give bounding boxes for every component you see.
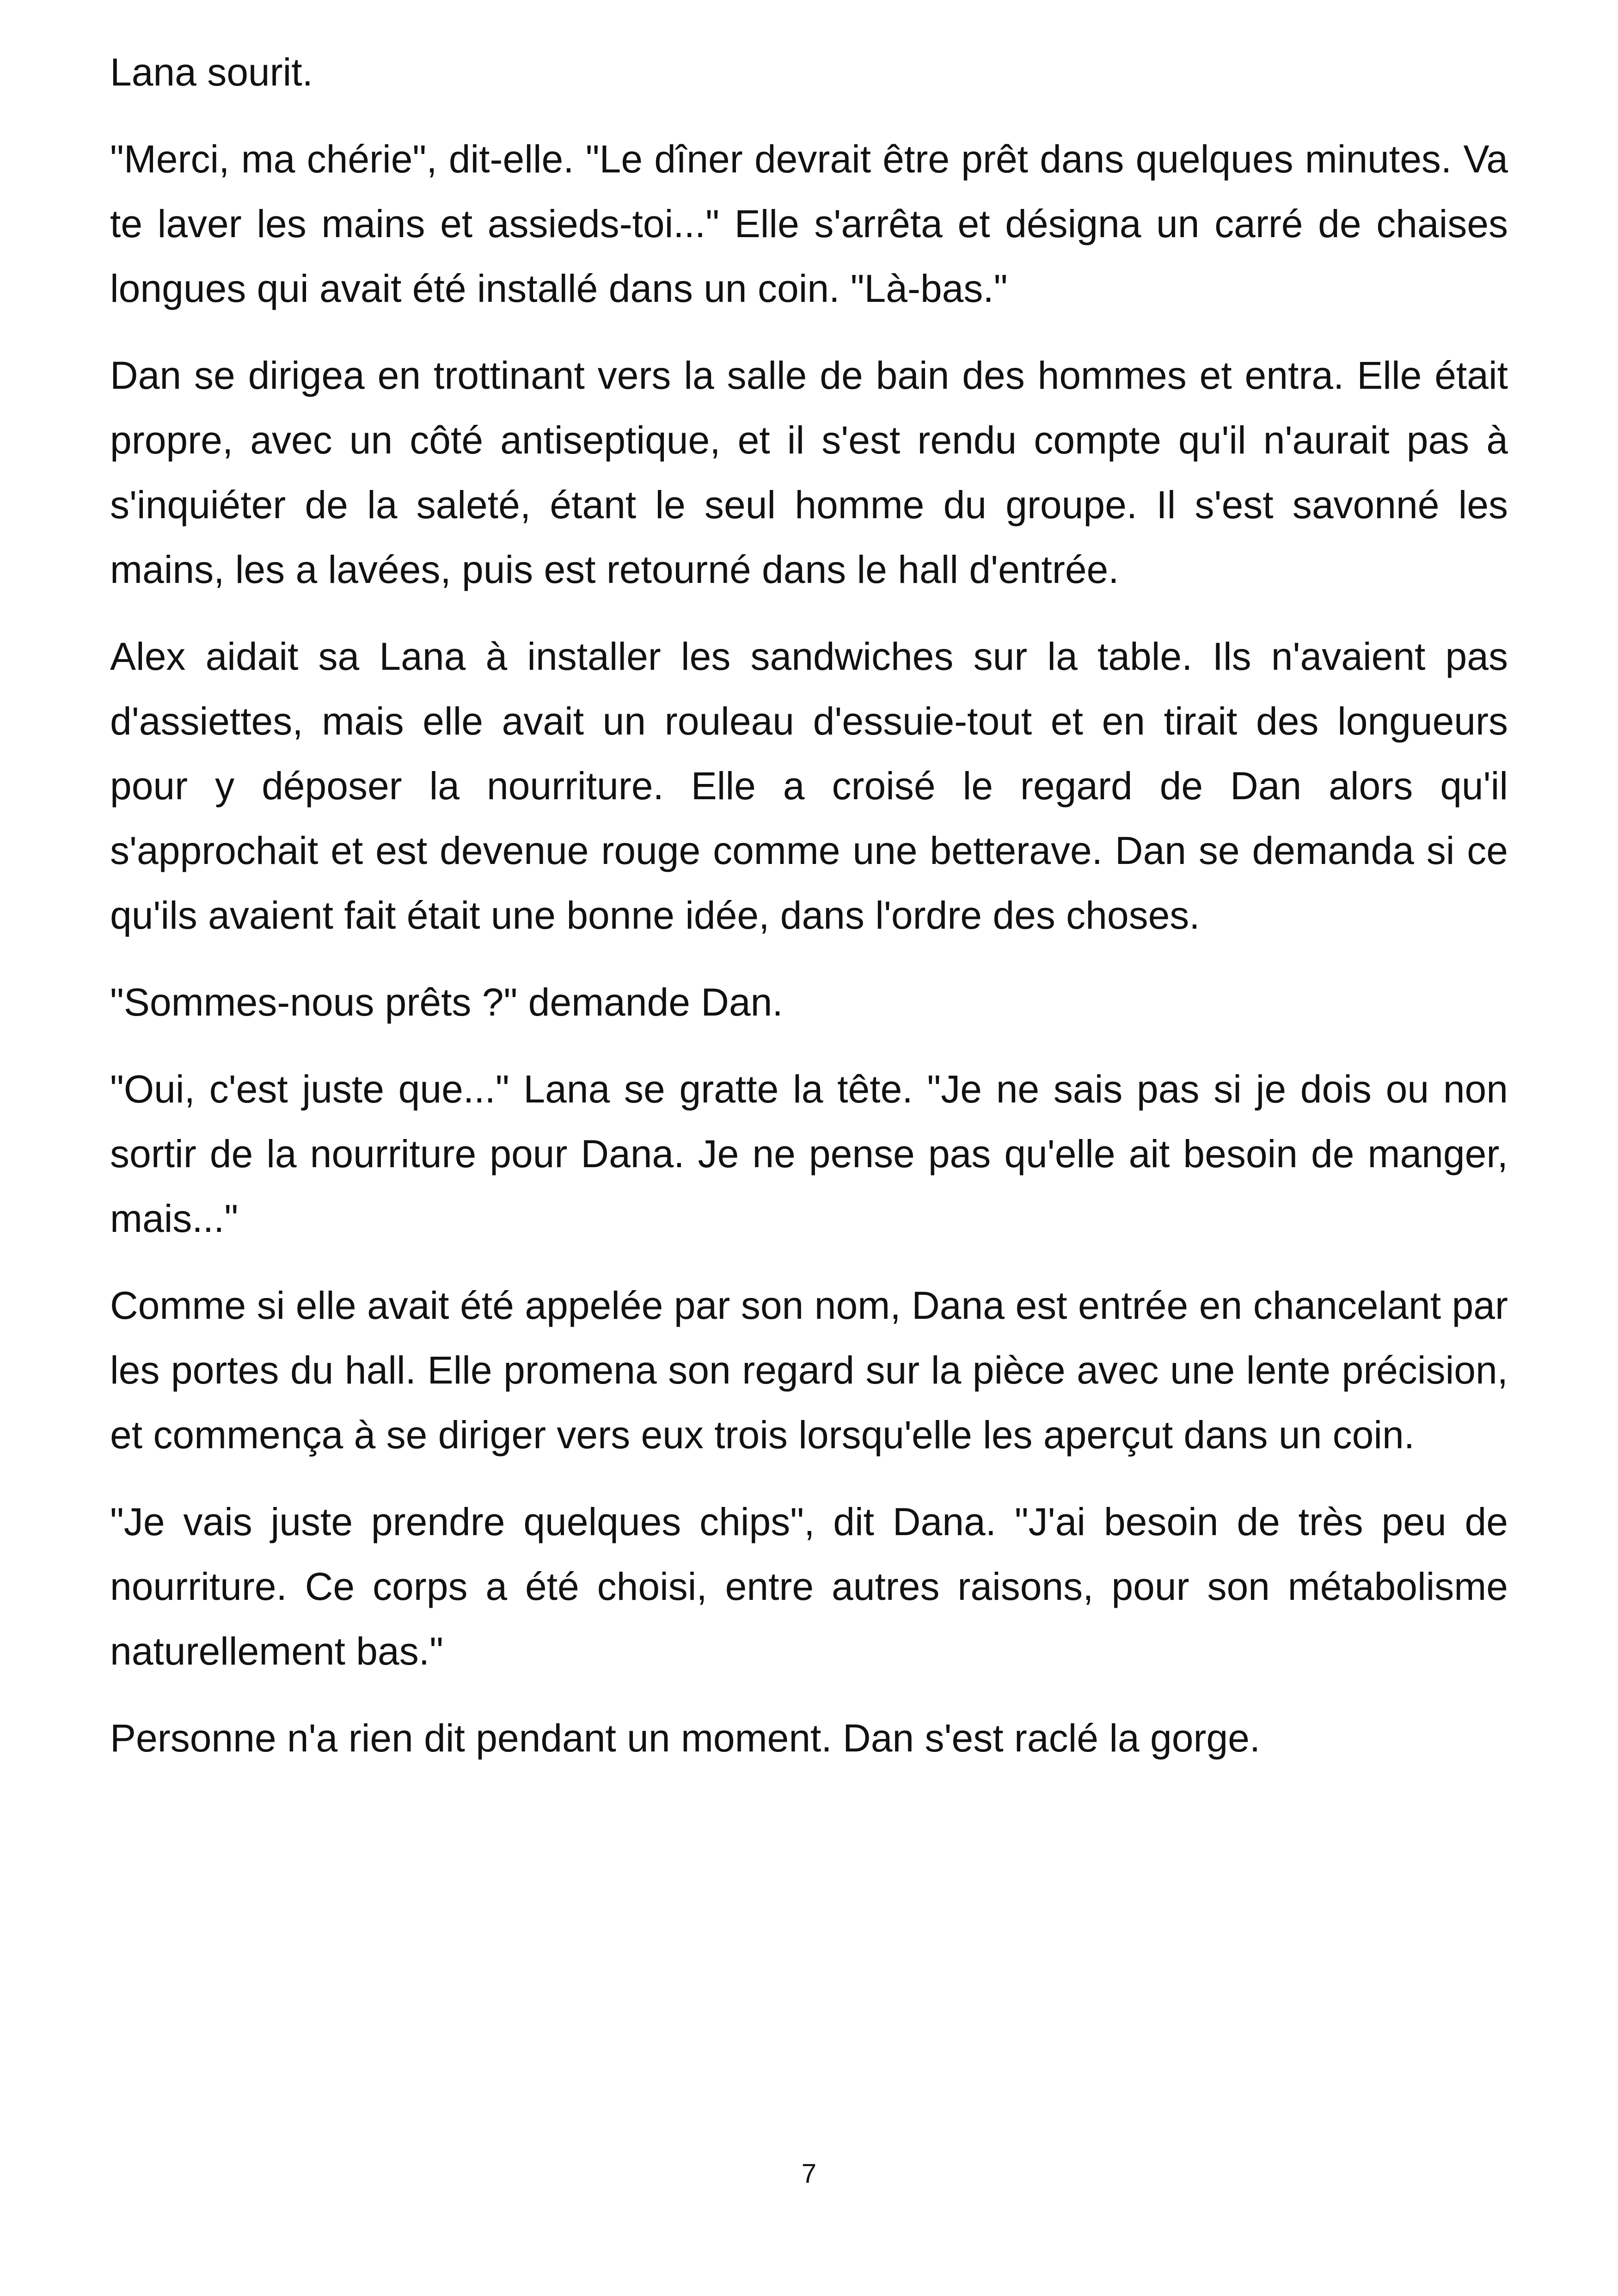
paragraph-1: Lana sourit. [110, 50, 313, 94]
paragraph-3: Dan se dirigea en trottinant vers la salle de bain des hommes et entra. Elle était propre, avec un côté antiseptique, et il s'est rendu compte qu'il n'aurait pas à s'inquiéter de la saleté, étant le seul homme du groupe. Il s'est savonné les mains, les a lavées, puis est retourné dans le hall d'entrée. [110, 354, 1508, 591]
paragraph-8: "Je vais juste prendre quelques chips", dit Dana. "J'ai besoin de très peu de nourriture. Ce corps a été choisi, entre autres raisons, pour son métabolisme naturellement bas." [110, 1500, 1508, 1673]
body-text [110, 40, 1508, 1793]
paragraph-7: Comme si elle avait été appelée par son nom, Dana est entrée en chancelant par les portes du hall. Elle promena son regard sur la pièce avec une lente précision, et commença à se diriger vers eux trois lorsqu'elle les aperçut dans un coin. [110, 1284, 1508, 1457]
paragraph-9: Personne n'a rien dit pendant un moment. Dan s'est raclé la gorge. [110, 1716, 1261, 1760]
page-number: 7 [801, 2159, 817, 2189]
paragraph-6: "Oui, c'est juste que..." Lana se gratte la tête. "Je ne sais pas si je dois ou non sortir de la nourriture pour Dana. Je ne pense pas qu'elle ait besoin de manger, mais..." [110, 1067, 1508, 1240]
paragraph-5: "Sommes-nous prêts ?" demande Dan. [110, 980, 783, 1024]
paragraph-4: Alex aidait sa Lana à installer les sandwiches sur la table. Ils n'avaient pas d'assiettes, mais elle avait un rouleau d'essuie-tout et en tirait des longueurs pour y déposer la nourriture. Elle a croisé le regard de Dan alors qu'il s'approchait et est devenue rouge comme une betterave. Dan se demanda si ce qu'ils avaient fait était une bonne idée, dans l'ordre des choses. [110, 635, 1508, 937]
paragraph-2: "Merci, ma chérie", dit-elle. "Le dîner devrait être prêt dans quelques minutes. Va te laver les mains et assieds-toi..." Elle s'arrêta et désigna un carré de chaises longues qui avait été installé dans un coin. "Là-bas." [110, 137, 1508, 310]
